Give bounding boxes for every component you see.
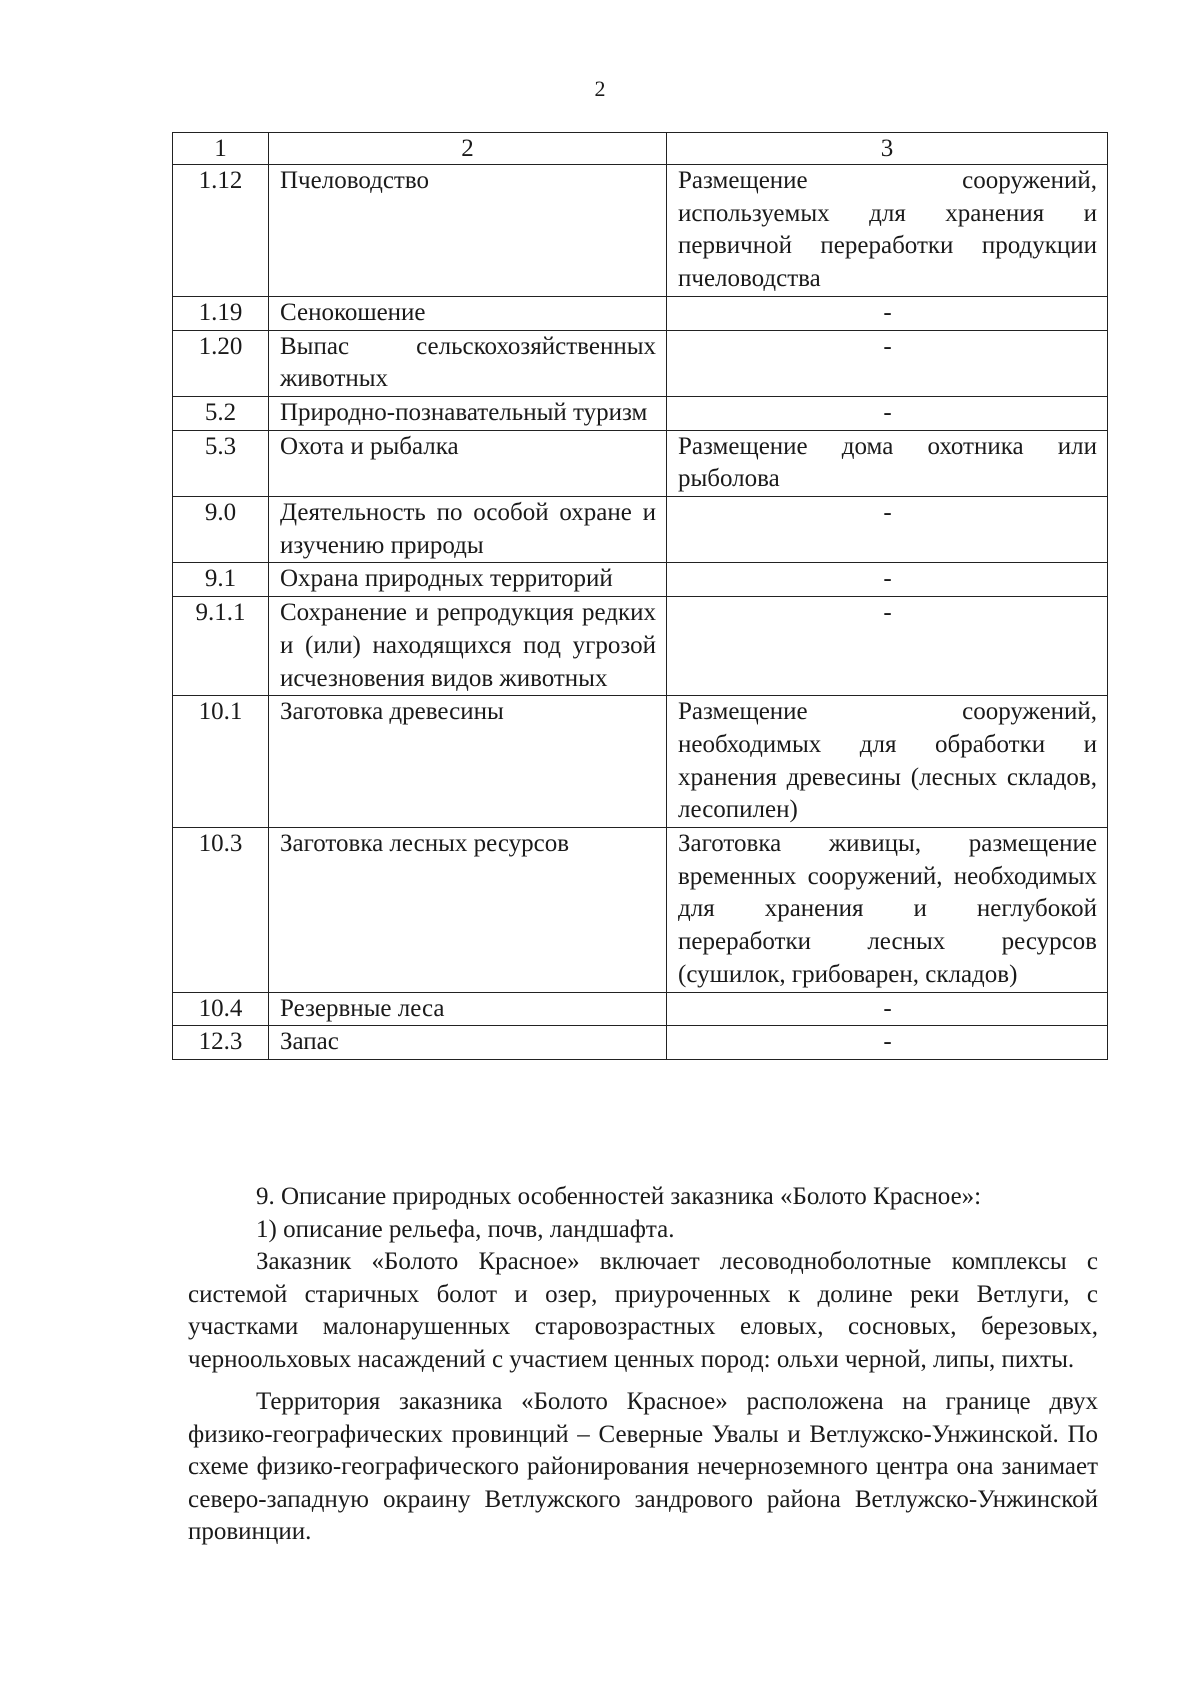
- use-name-cell: Выпас сельскохозяйственных животных: [269, 330, 667, 396]
- use-description-cell: -: [667, 1026, 1108, 1060]
- use-name-cell: Заготовка лесных ресурсов: [269, 828, 667, 993]
- column-header: 2: [269, 133, 667, 165]
- use-name-cell: Заготовка древесины: [269, 696, 667, 828]
- table-row: [173, 165, 1108, 297]
- paragraph: Территория заказника «Болото Красное» расположена на границе двух физико-географических провинций – Северные Увалы и Ветлужско-Унжинской. По схеме физико-географического районирования нечерноземного центра она занимает северо-западную окраину Ветлужского зандрового района Ветлужско-Унжинской провинции.: [188, 1388, 1098, 1545]
- permitted-use-table: [172, 132, 1108, 1060]
- table-row: [173, 296, 1108, 330]
- table-row: [173, 828, 1108, 993]
- column-header: 1: [173, 133, 269, 165]
- use-description-cell: Заготовка живицы, размещение временных сооружений, необходимых для хранения и неглубокой переработки лесных ресурсов (сушилок, грибоварен, складов): [667, 828, 1108, 993]
- subsection-heading: 1) описание рельефа, почв, ландшафта.: [256, 1215, 675, 1243]
- use-name-cell: Сохранение и репродукция редких и (или) находящихся под угрозой исчезновения видов животных: [269, 597, 667, 696]
- table-header-row: [173, 133, 1108, 165]
- table-row: [173, 597, 1108, 696]
- use-description-cell: -: [667, 330, 1108, 396]
- table-row: [173, 696, 1108, 828]
- use-description-cell: -: [667, 597, 1108, 696]
- use-description-cell: -: [667, 497, 1108, 563]
- table-row: [173, 992, 1108, 1026]
- use-code-cell: 5.2: [173, 396, 269, 430]
- use-name-cell: Запас: [269, 1026, 667, 1060]
- table-row: [173, 430, 1108, 496]
- use-code-cell: 1.19: [173, 296, 269, 330]
- page-number: 2: [594, 76, 606, 101]
- use-description-cell: Размещение дома охотника или рыболова: [667, 430, 1108, 496]
- use-code-cell: 9.1.1: [173, 597, 269, 696]
- use-name-cell: Пчеловодство: [269, 165, 667, 297]
- use-name-cell: Природно-познавательный туризм: [269, 396, 667, 430]
- paragraph: Заказник «Болото Красное» включает лесоводноболотные комплексы с системой старичных болот и озер, приуроченных к долине реки Ветлуги, с участками малонарушенных старовозрастных еловых, сосновых, березовых, черноольховых насаждений с участием ценных пород: ольхи черной, липы, пихты.: [188, 1248, 1098, 1373]
- use-code-cell: 1.20: [173, 330, 269, 396]
- use-description-cell: -: [667, 396, 1108, 430]
- table-row: [173, 396, 1108, 430]
- use-code-cell: 12.3: [173, 1026, 269, 1060]
- use-code-cell: 9.1: [173, 563, 269, 597]
- use-name-cell: Охрана природных территорий: [269, 563, 667, 597]
- use-code-cell: 9.0: [173, 497, 269, 563]
- use-description-cell: -: [667, 992, 1108, 1026]
- use-code-cell: 1.12: [173, 165, 269, 297]
- use-description-cell: -: [667, 296, 1108, 330]
- use-name-cell: Резервные леса: [269, 992, 667, 1026]
- use-description-cell: -: [667, 563, 1108, 597]
- use-description-cell: Размещение сооружений, необходимых для обработки и хранения древесины (лесных складов, лесопилен): [667, 696, 1108, 828]
- use-code-cell: 10.4: [173, 992, 269, 1026]
- table-row: [173, 1026, 1108, 1060]
- section-heading: 9. Описание природных особенностей заказника «Болото Красное»:: [256, 1183, 982, 1210]
- use-name-cell: Охота и рыбалка: [269, 430, 667, 496]
- use-code-cell: 10.1: [173, 696, 269, 828]
- use-name-cell: Деятельность по особой охране и изучению природы: [269, 497, 667, 563]
- use-code-cell: 10.3: [173, 828, 269, 993]
- table-row: [173, 497, 1108, 563]
- use-name-cell: Сенокошение: [269, 296, 667, 330]
- use-description-cell: Размещение сооружений, используемых для хранения и первичной переработки продукции пчеловодства: [667, 165, 1108, 297]
- column-header: 3: [667, 133, 1108, 165]
- use-code-cell: 5.3: [173, 430, 269, 496]
- table-row: [173, 330, 1108, 396]
- table-row: [173, 563, 1108, 597]
- body-text: [188, 1181, 1098, 1549]
